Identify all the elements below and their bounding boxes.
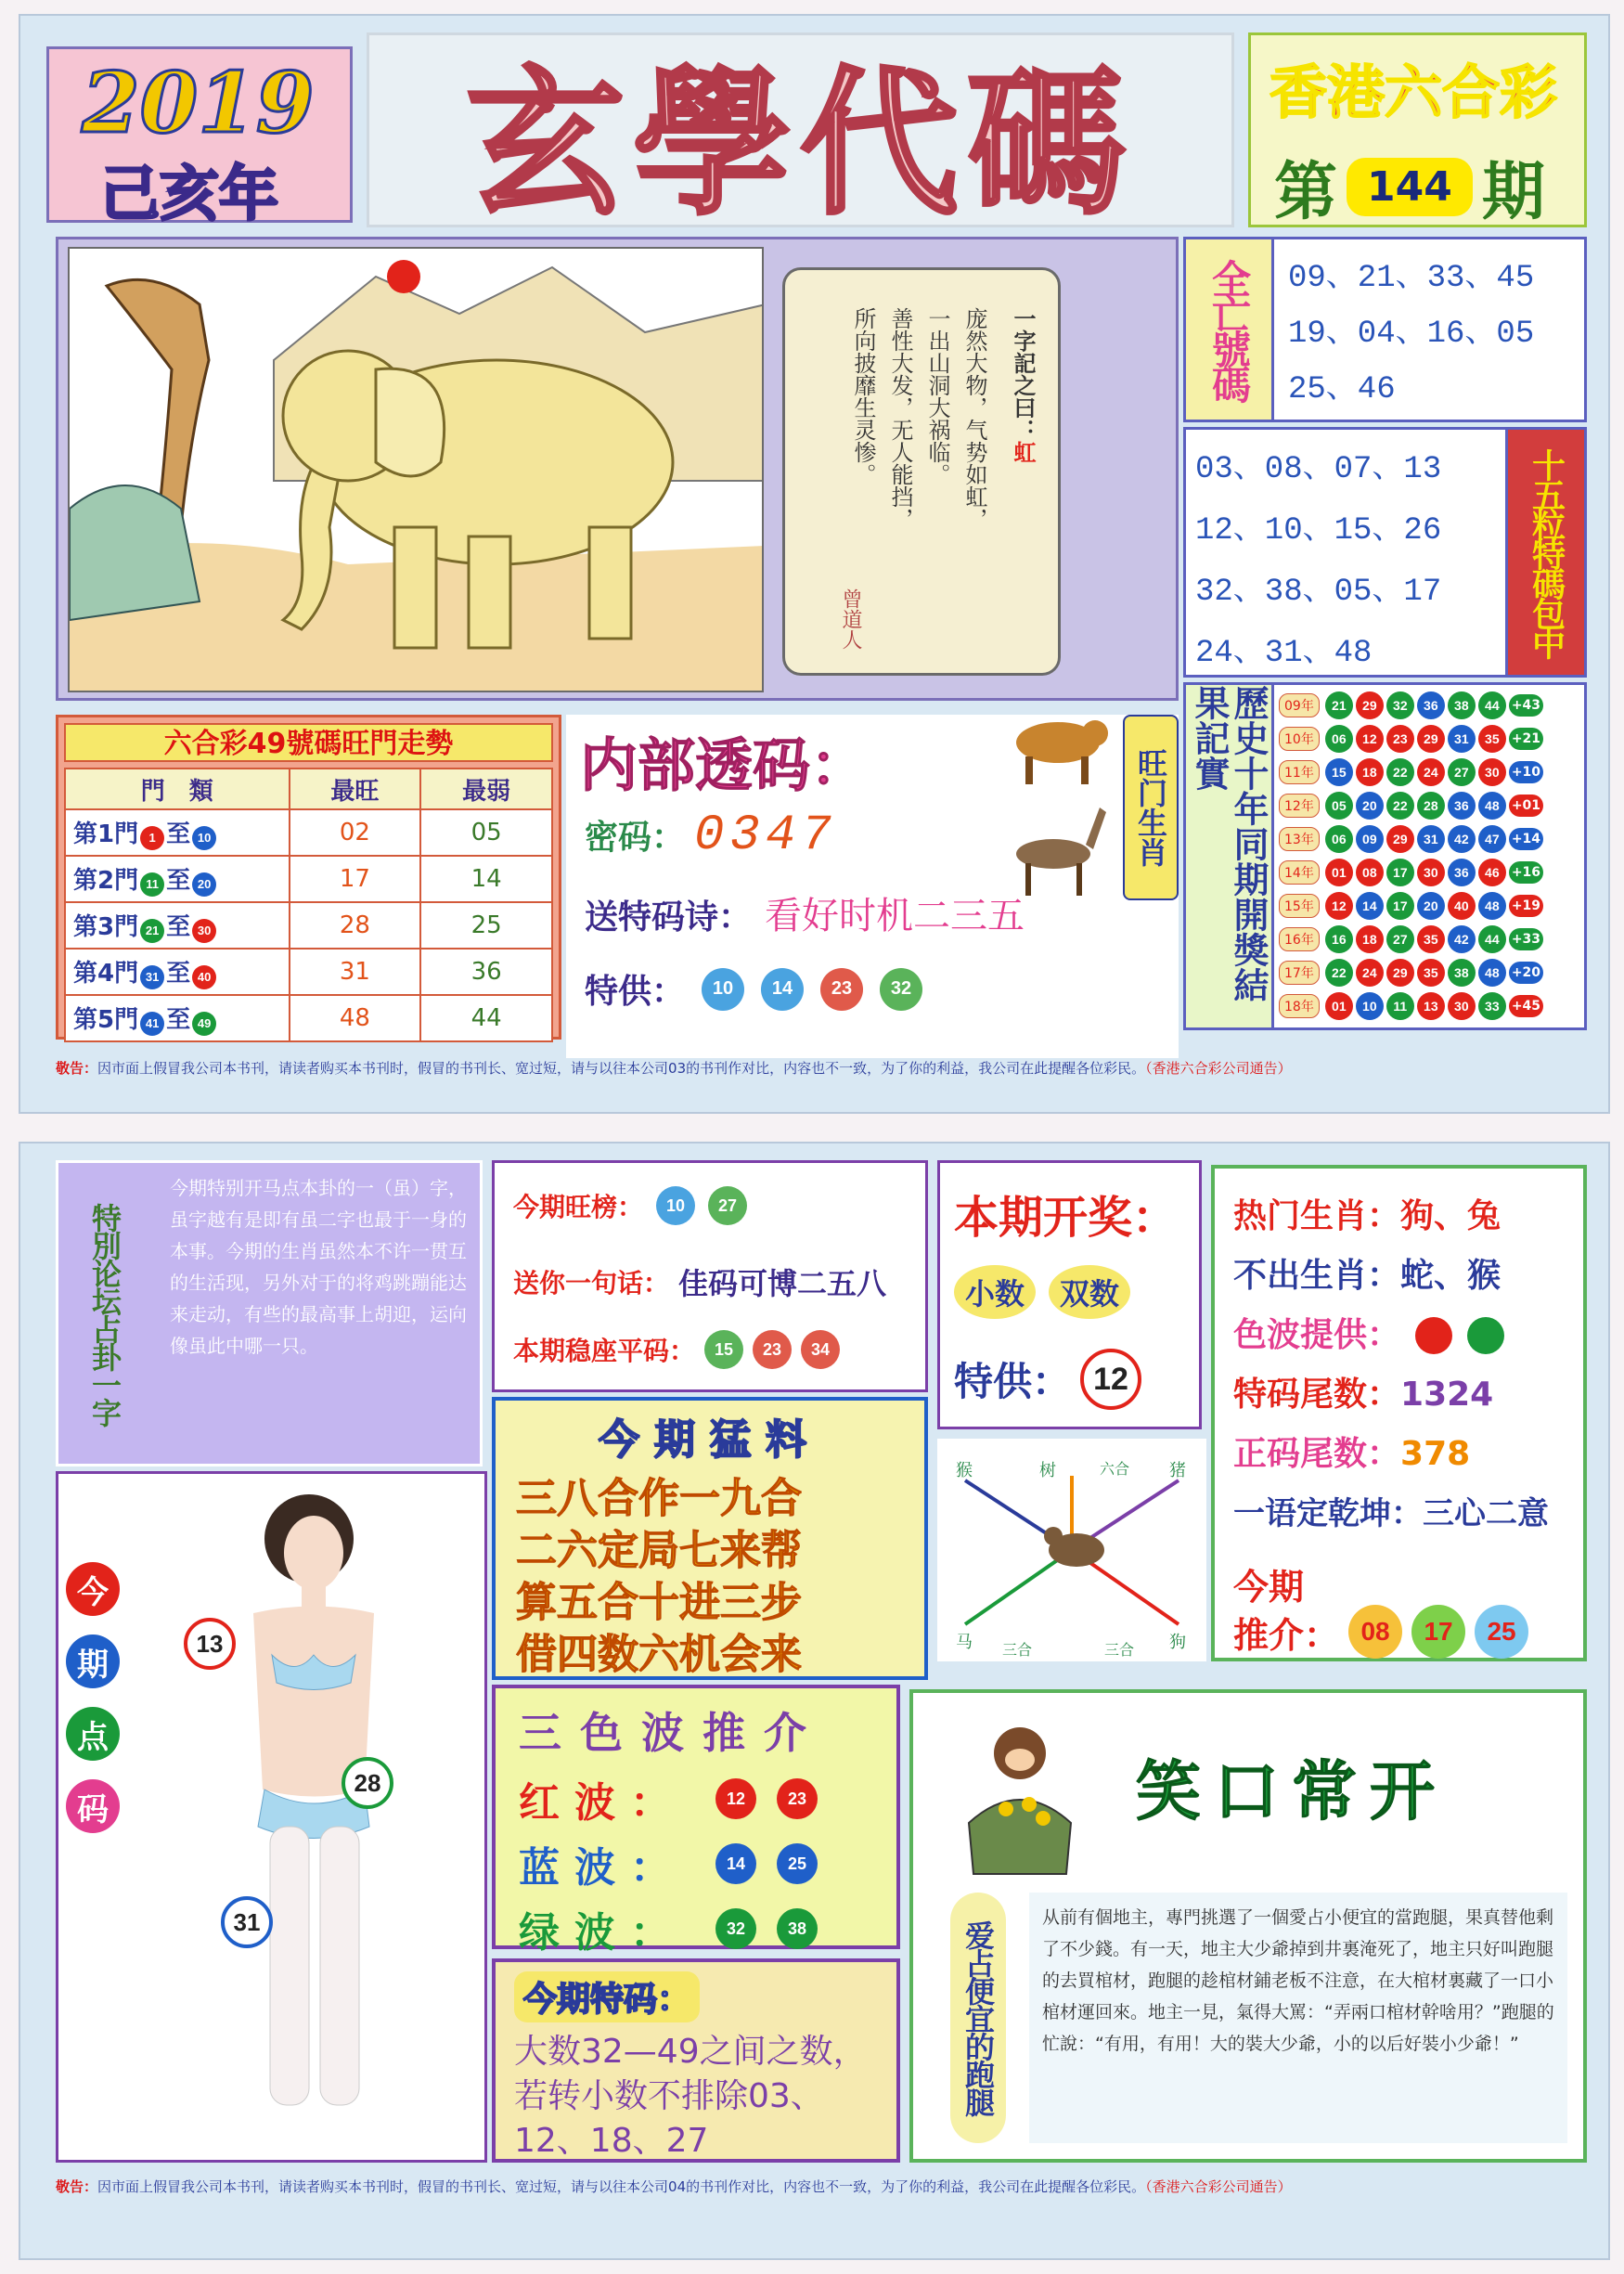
green-color-dot xyxy=(1467,1317,1504,1354)
point-code-char: 码 xyxy=(66,1779,120,1833)
fifteen-numbers-panel xyxy=(1183,427,1587,678)
fierce-line: 算五合十进三步 xyxy=(516,1579,802,1626)
history-ball: 06 xyxy=(1325,825,1353,853)
history-ball: 28 xyxy=(1417,792,1445,820)
history-ball: 23 xyxy=(1386,725,1414,753)
diagram-label: 马 xyxy=(956,1633,973,1652)
inside-code-panel xyxy=(566,715,1179,1058)
history-ball: 30 xyxy=(1448,992,1476,1020)
poem-text: 看好时机二三五 xyxy=(765,895,1025,937)
history-year: 09年 xyxy=(1279,693,1320,717)
zodiac-diagram xyxy=(937,1439,1206,1661)
door-from-ball: 11 xyxy=(140,872,164,897)
period-hot-panel xyxy=(492,1160,928,1392)
poem-label: 送特码诗： xyxy=(585,898,753,937)
history-special: +19 xyxy=(1509,895,1543,917)
door-min: 44 xyxy=(420,995,552,1041)
wave-ball: 23 xyxy=(777,1778,818,1819)
history-ball: 16 xyxy=(1325,925,1353,953)
history-year: 12年 xyxy=(1279,794,1320,818)
kill-row: 19、04、16、05 xyxy=(1288,317,1535,352)
draw-special-ball: 12 xyxy=(1080,1349,1141,1410)
history-special: +45 xyxy=(1509,995,1543,1017)
history-ball: 10 xyxy=(1356,992,1384,1020)
lucky-zodiac-label: 旺门生肖 xyxy=(1123,715,1179,900)
issue-suffix: 期 xyxy=(1481,156,1545,229)
history-ball: 29 xyxy=(1417,725,1445,753)
diagram-label: 六合 xyxy=(1100,1460,1130,1478)
history-ball: 47 xyxy=(1478,825,1506,853)
flat-label: 本期稳座平码： xyxy=(513,1336,696,1366)
fifteen-row: 03、08、07、13 xyxy=(1195,452,1442,487)
door-row xyxy=(65,809,552,856)
history-special: +43 xyxy=(1509,694,1543,717)
history-ball: 29 xyxy=(1386,959,1414,987)
wave-label: 红波： xyxy=(519,1779,686,1827)
poem-line: 一出山洞大祸临。 xyxy=(924,307,950,485)
door-row xyxy=(65,949,552,995)
hot-zodiac: 狗、兔 xyxy=(1400,1197,1502,1235)
poem-line: 所向披靡生灵惨。 xyxy=(850,307,876,485)
door-row xyxy=(65,856,552,902)
red-color-dot xyxy=(1415,1317,1452,1354)
history-ball: 01 xyxy=(1325,859,1353,886)
door-header: 最旺 xyxy=(290,769,421,809)
draw-tag: 小数 xyxy=(954,1265,1036,1319)
door-max: 28 xyxy=(290,902,421,949)
tail-value: 1324 xyxy=(1400,1376,1494,1414)
history-row xyxy=(1279,756,1580,789)
history-ball: 12 xyxy=(1356,725,1384,753)
history-ball: 36 xyxy=(1417,691,1445,719)
door-range-word: 至 xyxy=(166,960,191,988)
history-ball: 29 xyxy=(1356,691,1384,719)
year: 2019 xyxy=(82,54,315,152)
history-ball: 22 xyxy=(1386,792,1414,820)
hot-zodiac-label: 热门生肖： xyxy=(1233,1197,1401,1235)
history-ball: 22 xyxy=(1325,959,1353,987)
wave-ball: 25 xyxy=(777,1843,818,1884)
point-ball: 28 xyxy=(342,1757,393,1809)
history-ball: 27 xyxy=(1448,758,1476,786)
door-row xyxy=(65,995,552,1041)
history-year: 10年 xyxy=(1279,727,1320,751)
door-name: 第4門 xyxy=(73,960,139,988)
door-max: 02 xyxy=(290,809,421,856)
door-table xyxy=(64,768,553,1042)
door-to-ball: 20 xyxy=(192,872,216,897)
door-max: 48 xyxy=(290,995,421,1041)
history-ball: 40 xyxy=(1448,892,1476,920)
door-cell xyxy=(65,856,290,902)
history-ball: 17 xyxy=(1386,859,1414,886)
history-ball: 06 xyxy=(1325,725,1353,753)
history-special: +21 xyxy=(1509,728,1543,750)
special-ball: 23 xyxy=(820,968,863,1011)
door-name: 第2門 xyxy=(73,867,139,896)
history-ball: 33 xyxy=(1478,992,1506,1020)
history-ball: 20 xyxy=(1417,892,1445,920)
draw-title: 本期开奖： xyxy=(954,1192,1178,1244)
draw-tag: 双数 xyxy=(1049,1265,1130,1319)
door-table-panel xyxy=(56,715,561,1040)
wave-ball: 32 xyxy=(715,1908,756,1949)
no-zodiac: 蛇、猴 xyxy=(1400,1257,1502,1295)
history-year: 11年 xyxy=(1279,760,1320,784)
poem-scroll xyxy=(782,267,1061,676)
point-ball: 31 xyxy=(221,1896,273,1948)
history-ball: 32 xyxy=(1386,691,1414,719)
history-special: +20 xyxy=(1509,962,1543,984)
scroll-poem xyxy=(844,307,993,623)
history-ball: 14 xyxy=(1356,892,1384,920)
wave-row xyxy=(519,1896,896,1961)
year-block xyxy=(46,46,353,229)
rec-ball: 25 xyxy=(1475,1605,1528,1659)
special-label: 特供： xyxy=(585,973,686,1011)
history-row xyxy=(1279,689,1580,722)
flat-ball: 15 xyxy=(704,1330,743,1369)
history-ball: 11 xyxy=(1386,992,1414,1020)
kill-numbers-panel xyxy=(1183,237,1587,422)
history-year: 13年 xyxy=(1279,827,1320,851)
door-range-word: 至 xyxy=(166,867,191,896)
wave-ball: 14 xyxy=(715,1843,756,1884)
door-cell xyxy=(65,902,290,949)
fierce-line: 三八合作一九合 xyxy=(516,1475,802,1522)
point-code-char: 点 xyxy=(66,1707,120,1761)
fierce-title: 今期猛料 xyxy=(599,1416,821,1464)
fierce-line: 二六定局七来帮 xyxy=(516,1527,802,1574)
fierce-panel xyxy=(492,1397,928,1680)
door-from-ball: 21 xyxy=(140,919,164,943)
history-ball: 05 xyxy=(1325,792,1353,820)
rec-label: 推介： xyxy=(1233,1614,1340,1656)
history-ball: 46 xyxy=(1478,859,1506,886)
history-ball: 30 xyxy=(1417,859,1445,886)
forum-panel xyxy=(56,1160,483,1466)
warning-lead: 敬告： xyxy=(56,2178,98,2195)
flat-ball: 23 xyxy=(753,1330,792,1369)
model-figure-icon xyxy=(198,1483,439,2151)
scroll-signature: 曾道人 xyxy=(839,588,862,650)
hot-info-panel xyxy=(1211,1165,1587,1661)
history-row xyxy=(1279,822,1580,856)
zheng-label: 正码尾数： xyxy=(1233,1435,1401,1473)
history-ball: 48 xyxy=(1478,892,1506,920)
history-ball: 08 xyxy=(1356,859,1384,886)
hot-ball: 27 xyxy=(708,1186,747,1225)
rec-ball: 17 xyxy=(1411,1605,1465,1659)
history-special: +01 xyxy=(1509,795,1543,817)
fifteen-row: 24、31、48 xyxy=(1195,636,1373,671)
code-label: 密码： xyxy=(585,819,686,857)
sentence-text: 佳码可博二五八 xyxy=(678,1266,887,1301)
elephant-icon xyxy=(70,249,764,692)
wave-label: 绿波： xyxy=(519,1909,686,1957)
diagram-label: 狗 xyxy=(1169,1633,1186,1652)
door-cell xyxy=(65,809,290,856)
rec-ball: 08 xyxy=(1348,1605,1402,1659)
history-ball: 09 xyxy=(1356,825,1384,853)
color-label: 色波提供： xyxy=(1233,1316,1401,1354)
history-ball: 22 xyxy=(1386,758,1414,786)
wave-label: 蓝波： xyxy=(519,1844,686,1892)
scroll-side-word: 虹 xyxy=(1010,441,1036,463)
history-ball: 35 xyxy=(1478,725,1506,753)
history-ball: 31 xyxy=(1448,725,1476,753)
history-ball: 18 xyxy=(1356,758,1384,786)
kill-numbers-label: 全亡號碼 xyxy=(1186,239,1274,420)
wave-ball: 38 xyxy=(777,1908,818,1949)
door-min: 14 xyxy=(420,856,552,902)
rec-label-top: 今期 xyxy=(1233,1567,1305,1608)
history-row xyxy=(1279,722,1580,756)
history-ball: 27 xyxy=(1386,925,1414,953)
history-special: +33 xyxy=(1509,928,1543,950)
phrase-value: 三心二意 xyxy=(1423,1495,1549,1532)
hot-label: 今期旺榜： xyxy=(513,1192,644,1222)
kill-row: 09、21、33、45 xyxy=(1288,261,1535,296)
history-ball: 30 xyxy=(1478,758,1506,786)
issue-block xyxy=(1248,32,1587,227)
issue-prefix: 第 xyxy=(1274,156,1338,229)
history-label: 歷史十年同期開獎結果記實 xyxy=(1186,685,1274,1027)
sentence-label: 送你一句话： xyxy=(513,1268,670,1299)
history-ball: 36 xyxy=(1448,792,1476,820)
point-ball: 13 xyxy=(184,1618,236,1670)
history-ball: 44 xyxy=(1478,691,1506,719)
history-row xyxy=(1279,989,1580,1023)
history-special: +10 xyxy=(1509,761,1543,783)
warning-tail: （香港六合彩公司通告） xyxy=(1145,1060,1292,1077)
door-max: 31 xyxy=(290,949,421,995)
joke-text: 从前有個地主，專門挑選了一個愛占小便宜的當跑腿，果真替他剩了不少錢。有一天，地主大少爺掉到井裏淹死了，地主只好叫跑腿的去買棺材，跑腿的趁棺材鋪老板不注意，在大棺材裏藏了一口小棺材運回來。地主一見，氣得大罵：“弄兩口棺材幹啥用？”跑腿的忙說：“有用，有用！大的裝大少爺，小的以后好裝小少爺！” xyxy=(1029,1893,1567,2143)
warning-bottom xyxy=(56,2177,1587,2199)
poem-line: 善性大发，无人能挡， xyxy=(887,307,913,530)
door-header: 最弱 xyxy=(420,769,552,809)
diagram-label: 猴 xyxy=(956,1461,973,1480)
history-ball: 48 xyxy=(1478,792,1506,820)
history-ball: 18 xyxy=(1356,925,1384,953)
joke-side: 爱占便宜的跑腿 xyxy=(950,1893,1006,2143)
history-ball: 31 xyxy=(1417,825,1445,853)
page-title: 玄學代碼 xyxy=(466,50,1135,237)
special-ball: 10 xyxy=(702,968,744,1011)
zheng-value: 378 xyxy=(1400,1435,1471,1473)
wave-row xyxy=(519,1766,896,1831)
history-year: 18年 xyxy=(1279,994,1320,1018)
door-to-ball: 40 xyxy=(192,965,216,989)
special-ball: 14 xyxy=(761,968,804,1011)
flat-ball: 34 xyxy=(801,1330,840,1369)
history-year: 15年 xyxy=(1279,894,1320,918)
draw-panel xyxy=(937,1160,1202,1429)
history-ball: 24 xyxy=(1417,758,1445,786)
history-row xyxy=(1279,923,1580,956)
wave-ball: 12 xyxy=(715,1778,756,1819)
door-min: 05 xyxy=(420,809,552,856)
scroll-side-label: 一字記之曰： xyxy=(1010,307,1036,441)
door-range-word: 至 xyxy=(166,820,191,849)
title-block xyxy=(367,32,1234,237)
fifteen-row: 32、38、05、17 xyxy=(1195,575,1442,610)
money-monkey-icon xyxy=(950,1721,1089,1879)
brand-name: 香港六合彩 xyxy=(1270,58,1558,126)
door-to-ball: 49 xyxy=(192,1012,216,1036)
special-code-text: 大数32—49之间之数，若转小数不排除03、12、18、27 xyxy=(514,2033,867,2160)
history-ball: 17 xyxy=(1386,892,1414,920)
history-ball: 01 xyxy=(1325,992,1353,1020)
history-year: 16年 xyxy=(1279,927,1320,951)
waves-title: 三色波推介 xyxy=(519,1708,825,1758)
history-year: 17年 xyxy=(1279,961,1320,985)
diagram-label: 树 xyxy=(1039,1461,1056,1480)
history-ball: 44 xyxy=(1478,925,1506,953)
diagram-label: 三合 xyxy=(1002,1641,1033,1659)
poem-line: 庞然大物，气势如虹， xyxy=(961,307,987,530)
history-ball: 38 xyxy=(1448,691,1476,719)
door-name: 第3門 xyxy=(73,913,139,942)
history-ball: 35 xyxy=(1417,959,1445,987)
door-name: 第5門 xyxy=(73,1006,139,1035)
joke-title: 笑口常开 xyxy=(1136,1753,1448,1829)
warning-tail: （香港六合彩公司通告） xyxy=(1145,2178,1292,2195)
door-from-ball: 31 xyxy=(140,965,164,989)
diagram-label: 猪 xyxy=(1169,1461,1186,1480)
door-name: 第1門 xyxy=(73,820,139,849)
scroll-side xyxy=(1007,307,1039,463)
door-from-ball: 41 xyxy=(140,1012,164,1036)
door-from-ball: 1 xyxy=(140,826,164,850)
fifteen-label: 十五粒特碼包中 xyxy=(1505,430,1584,675)
door-min: 36 xyxy=(420,949,552,995)
history-ball: 15 xyxy=(1325,758,1353,786)
tail-label: 特码尾数： xyxy=(1233,1376,1401,1414)
special-code-panel xyxy=(492,1958,900,2163)
door-table-title: 六合彩49號碼旺門走勢 xyxy=(64,723,553,762)
history-ball: 21 xyxy=(1325,691,1353,719)
history-row xyxy=(1279,889,1580,923)
forum-label: 特別论坛占卦一字 xyxy=(87,1202,122,1426)
point-code-panel xyxy=(56,1471,487,2163)
point-code-char: 今 xyxy=(66,1562,120,1616)
history-ball: 38 xyxy=(1448,959,1476,987)
door-to-ball: 30 xyxy=(192,919,216,943)
door-row xyxy=(65,902,552,949)
history-year: 14年 xyxy=(1279,860,1320,885)
history-ball: 42 xyxy=(1448,925,1476,953)
fierce-line: 借四数六机会来 xyxy=(516,1631,802,1678)
door-to-ball: 10 xyxy=(192,826,216,850)
history-ball: 12 xyxy=(1325,892,1353,920)
history-special: +16 xyxy=(1509,861,1543,884)
door-max: 17 xyxy=(290,856,421,902)
history-ball: 13 xyxy=(1417,992,1445,1020)
warning-lead: 敬告： xyxy=(56,1060,98,1077)
secret-code: 0347 xyxy=(694,808,837,864)
history-special: +14 xyxy=(1509,828,1543,850)
inside-title: 内部透码： xyxy=(580,731,869,799)
fifteen-row: 12、10、15、26 xyxy=(1195,513,1442,549)
door-cell xyxy=(65,949,290,995)
history-ball: 24 xyxy=(1356,959,1384,987)
no-zodiac-label: 不出生肖： xyxy=(1233,1257,1401,1295)
door-cell xyxy=(65,995,290,1041)
history-row xyxy=(1279,789,1580,822)
history-panel xyxy=(1183,682,1587,1030)
door-header: 門 類 xyxy=(65,769,290,809)
history-ball: 36 xyxy=(1448,859,1476,886)
forum-text: 今期特别开马点本卦的一（虽）字，虽字越有是即有虽二字也最于一身的本事。今期的生肖虽然本不许一贯互的生活现，另外对于的将鸡跳蹦能达来走动，有些的最高事上胡迎，运向像虽此中哪一只。 xyxy=(170,1177,467,1357)
issue-number: 144 xyxy=(1347,158,1473,216)
history-ball: 20 xyxy=(1356,792,1384,820)
door-range-word: 至 xyxy=(166,1006,191,1035)
warning-text: 因市面上假冒我公司本书刊，请读者购买本书刊时，假冒的书刊长、宽过短，请与以往本公司04的书刊作对比，内容也不一致，为了你的利益，我公司在此提醒各位彩民。 xyxy=(97,2178,1146,2195)
history-ball: 48 xyxy=(1478,959,1506,987)
special-ball: 32 xyxy=(880,968,922,1011)
issue-line xyxy=(1274,142,1545,232)
history-ball: 42 xyxy=(1448,825,1476,853)
phrase-label: 一语定乾坤： xyxy=(1233,1495,1423,1532)
door-range-word: 至 xyxy=(166,913,191,942)
joke-panel xyxy=(909,1689,1587,2163)
history-ball: 35 xyxy=(1417,925,1445,953)
special-code-title: 今期特码： xyxy=(514,1971,700,2022)
history-row xyxy=(1279,956,1580,989)
draw-special-label: 特供： xyxy=(954,1359,1072,1404)
history-row xyxy=(1279,856,1580,889)
year-name: 己亥年 xyxy=(100,161,278,229)
warning-text: 因市面上假冒我公司本书刊，请读者购买本书刊时，假冒的书刊长、宽过短，请与以往本公司03的书刊作对比，内容也不一致，为了你的利益，我公司在此提醒各位彩民。 xyxy=(97,1060,1146,1077)
arrow-diagram-icon xyxy=(937,1439,1206,1661)
tiger-deer-icon xyxy=(1002,696,1114,919)
door-min: 25 xyxy=(420,902,552,949)
diagram-label: 三合 xyxy=(1104,1641,1135,1659)
point-code-char: 期 xyxy=(66,1634,120,1688)
history-ball: 29 xyxy=(1386,825,1414,853)
wave-row xyxy=(519,1831,896,1896)
hot-ball: 10 xyxy=(656,1186,695,1225)
waves-panel xyxy=(492,1685,900,1957)
elephant-illustration xyxy=(56,237,1179,701)
warning-top xyxy=(56,1058,1587,1080)
kill-row: 25、46 xyxy=(1288,372,1396,407)
